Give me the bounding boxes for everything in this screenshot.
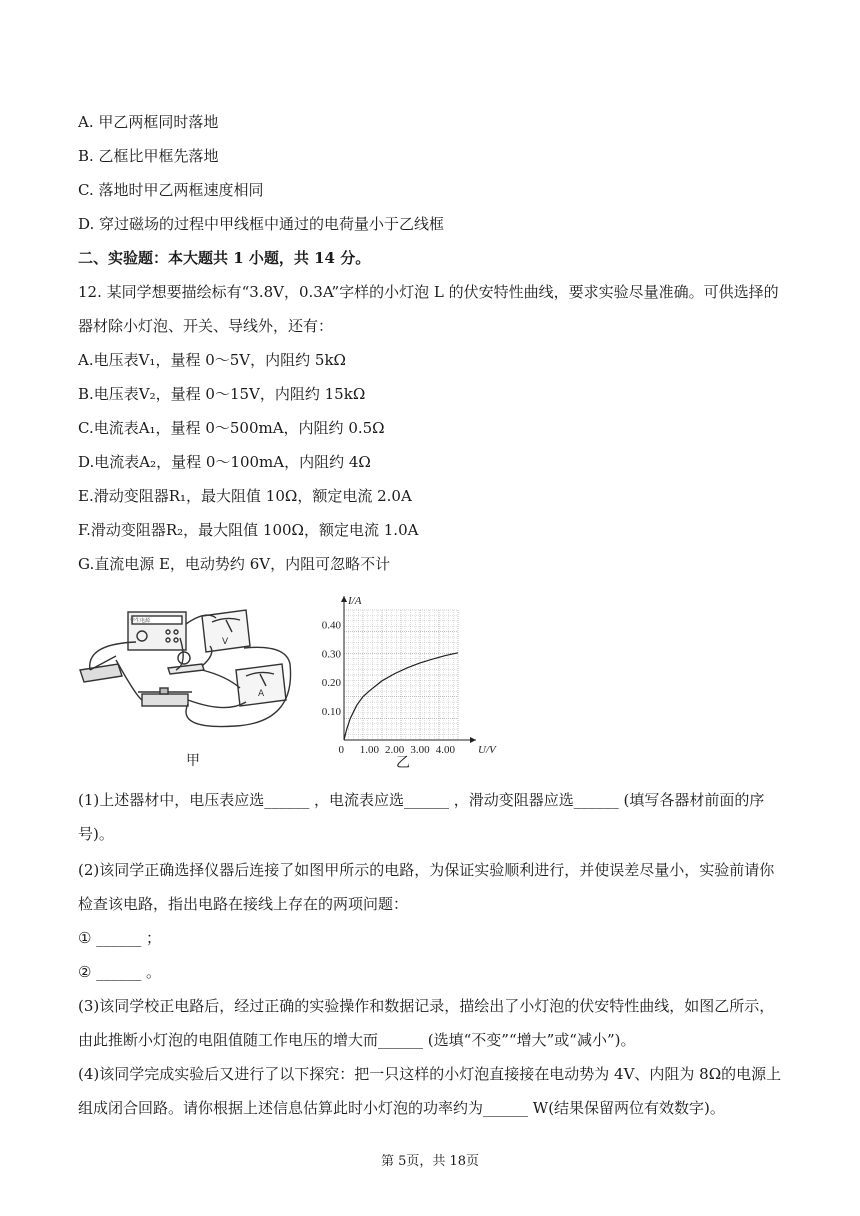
x-tick-label: 1.00	[359, 744, 379, 756]
option-a: A. 甲乙两框同时落地	[78, 113, 219, 131]
part-2-answer-2: ② ______ 。	[78, 963, 161, 981]
x-tick-label: 3.00	[410, 744, 430, 756]
x-tick-label: 0	[338, 744, 344, 756]
power-supply-label: 学生电源	[130, 618, 151, 624]
x-axis-label: U/V	[478, 744, 496, 756]
y-tick-label: 0.10	[321, 706, 341, 719]
y-axis-arrow	[341, 596, 347, 602]
x-tick-label: 2.00	[385, 744, 405, 756]
figure-yi-caption: 乙	[396, 755, 410, 771]
part-2-line1: (2)该同学正确选择仪器后连接了如图甲所示的电路，为保证实验顺利进行，并使误差尽量小，实验前请你	[78, 861, 775, 879]
ammeter-label: A	[258, 689, 265, 699]
equipment-item-e: E.滑动变阻器R₁，最大阻值 10Ω，额定电流 2.0A	[78, 487, 412, 505]
part-2-line2: 检查该电路，指出电路在接线上存在的两项问题：	[78, 895, 409, 913]
equipment-item-d: D.电流表A₂，量程 0～100mA，内阻约 4Ω	[78, 453, 371, 471]
equipment-item-a: A.电压表V₁，量程 0～5V，内阻约 5kΩ	[78, 351, 346, 369]
part-1-line2: 号)。	[78, 825, 114, 843]
y-axis-label: I/A	[348, 595, 362, 607]
iu-curve-chart	[312, 590, 512, 768]
option-b: B. 乙框比甲框先落地	[78, 147, 219, 165]
voltmeter-label: V	[222, 637, 229, 647]
part-2-answer-1: ① ______ ；	[78, 929, 161, 947]
x-axis-arrow	[470, 737, 476, 743]
part-3-line1: (3)该同学校正电路后，经过正确的实验操作和数据记录，描绘出了小灯泡的伏安特性曲线，如图乙所示，	[78, 997, 775, 1015]
y-tick-label: 0.20	[321, 677, 341, 690]
equipment-item-b: B.电压表V₂，量程 0～15V，内阻约 15kΩ	[78, 385, 366, 403]
equipment-item-g: G.直流电源 E，电动势约 6V，内阻可忽略不计	[78, 555, 391, 573]
part-3-line2: 由此推断小灯泡的电阻值随工作电压的增大而______ (选填“不变”“增大”或“减小”)。	[78, 1031, 636, 1049]
y-tick-label: 0.40	[321, 619, 341, 632]
option-c: C. 落地时甲乙两框速度相同	[78, 181, 264, 199]
figure-jia-caption: 甲	[186, 753, 200, 769]
question-intro-line1: 12. 某同学想要描绘标有“3.8V，0.3A”字样的小灯泡 L 的伏安特性曲线，要求实验尽量准确。可供选择的	[78, 283, 779, 301]
equipment-item-c: C.电流表A₁，量程 0～500mA，内阻约 0.5Ω	[78, 419, 385, 437]
part-4-line1: (4)该同学完成实验后又进行了以下探究：把一只这样的小灯泡直接接在电动势为 4V、内阻为 8Ω的电源上	[78, 1065, 782, 1083]
page-footer: 第 5页，共 18页	[380, 1154, 480, 1169]
y-tick-label: 0.30	[321, 648, 341, 661]
x-tick-label: 4.00	[435, 744, 455, 756]
section-title: 二、实验题：本大题共 1 小题，共 14 分。	[78, 249, 371, 267]
part-4-line2: 组成闭合回路。请你根据上述信息估算此时小灯泡的功率约为______ W(结果保留两位有效数字)。	[78, 1099, 725, 1117]
part-1-line1: (1)上述器材中，电压表应选______ ，电流表应选______ ，滑动变阻器应选______ (填写各器材前面的序	[78, 791, 765, 809]
question-intro-line2: 器材除小灯泡、开关、导线外，还有：	[78, 317, 334, 335]
circuit-diagram	[76, 604, 308, 740]
equipment-item-f: F.滑动变阻器R₂，最大阻值 100Ω，额定电流 1.0A	[78, 521, 419, 539]
option-d: D. 穿过磁场的过程中甲线框中通过的电荷量小于乙线框	[78, 215, 445, 233]
